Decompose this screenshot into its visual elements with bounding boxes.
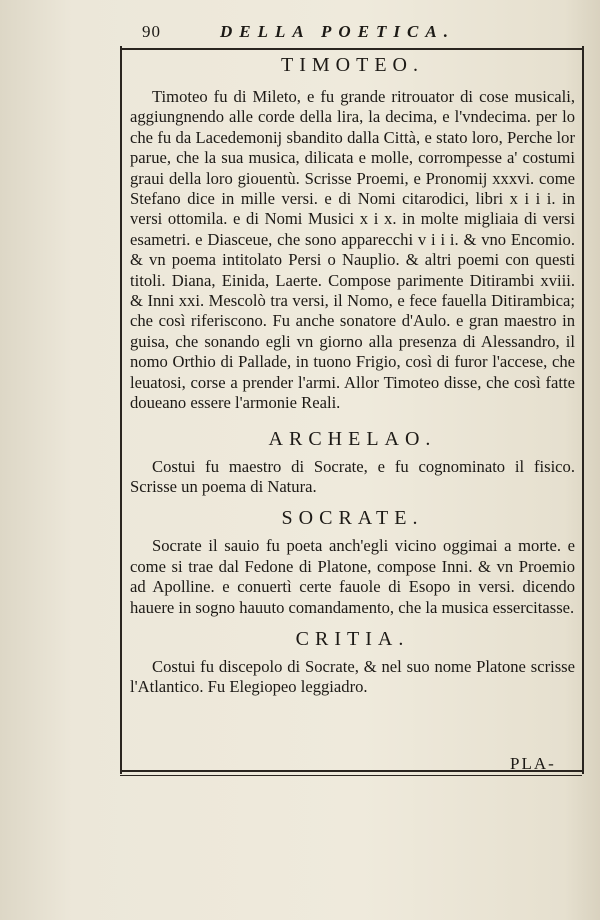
- section-text-timoteo: Timoteo fu di Mileto, e fu grande ritrouator di cose musicali, aggiungnendo alle corde della lira, la decima, e l'vndecima. per lo che fu da Lacedemonij sbandito dalla Città, e stato loro, Perche lor parue, che la sua musica, dilicata e molle, corrompesse a' costumi graui della loro giouentù. Scrisse Proemi, e Pronomij xxxvi. come Stefano dice in mille versi. e di Nomi citarodici, libri x i i i. in versi ottomila. e di Nomi Musici x i x. in molte migliaia di versi esametri. e Diasceue, che sono apparecchi v i i i. & vno Encomio. & vn poema intitolato Persi o Nauplio. & altri poemi con questi titoli. Diana, Einida, Laerte. Compose parimente Ditirambi xviii. & Inni xxi. Mescolò tra versi, il Nomo, e fece fauella Ditirambica; che così riferiscono. Fu anche sonatore d'Aulo. e gran maestro in guisa, che sonando egli vn giorno alla presenza di Alessandro, il nomo Orthio di Pallade, in tuono Frigio, così di furor l'accese, che leuatosi, corse a prender l'armi. Allor Timoteo disse, che così fatte doueano essere l'armonie Reali.: [130, 87, 575, 413]
- page-body: [130, 50, 575, 698]
- section-title-timoteo: TIMOTEO.: [281, 54, 424, 76]
- section-title-archelao: ARCHELAO.: [268, 427, 437, 450]
- section-text-socrate: Socrate il sauio fu poeta anch'egli vicino oggimai a morte. e come si trae dal Fedone di Platone, compose Inni. & vn Proemio ad Apolline. e conuertì certe fauole di Esopo in versi. dicendo hauere in sogno hauuto comandamento, che la musica essercitasse.: [130, 536, 575, 617]
- section-title-socrate: SOCRATE.: [281, 507, 424, 530]
- running-head: DELLA POETICA.: [220, 22, 455, 41]
- catchword: PLA-: [510, 754, 556, 773]
- page-number: 90: [142, 22, 161, 41]
- page-header: [120, 22, 580, 46]
- bottom-rule-thin: [120, 775, 582, 776]
- section-text-archelao: Costui fu maestro di Socrate, e fu cognominato il fisico. Scrisse un poema di Natura.: [130, 456, 575, 496]
- section-text-critia: Costui fu discepolo di Socrate, & nel suo nome Platone scrisse l'Atlantico. Fu Elegiopeo leggiadro.: [130, 656, 575, 697]
- section-title-critia: CRITIA.: [295, 627, 410, 650]
